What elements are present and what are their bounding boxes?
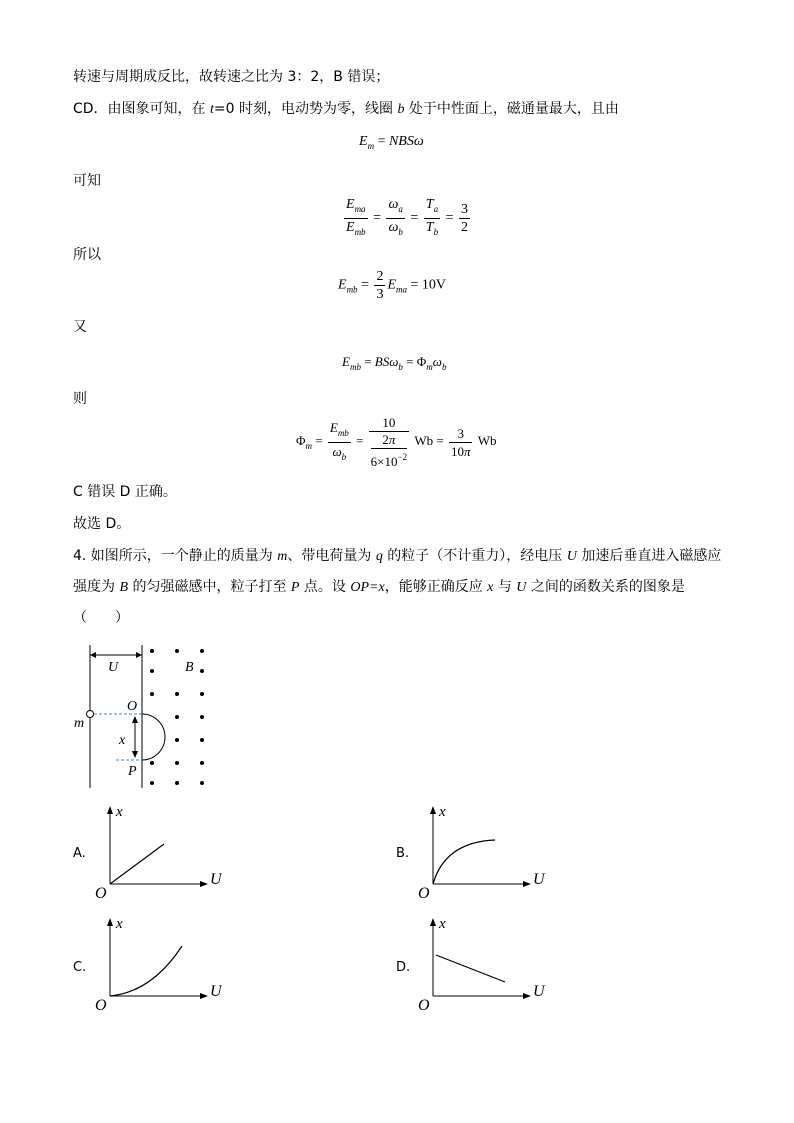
text-ze: 则 bbox=[73, 391, 87, 407]
graph-origin-label: O bbox=[418, 885, 430, 900]
graph-origin-label: O bbox=[95, 885, 107, 900]
question-4-paren: （ ） bbox=[73, 610, 129, 626]
graph-curve bbox=[110, 844, 164, 884]
particle-path bbox=[142, 714, 165, 760]
option-d-graph[interactable] bbox=[415, 912, 555, 1012]
graph-curve bbox=[436, 955, 505, 982]
text-choose: 故选 D。 bbox=[73, 516, 131, 532]
option-b-graph[interactable] bbox=[415, 800, 555, 900]
y-axis-arrow bbox=[430, 918, 436, 926]
graph-x-label: x bbox=[116, 804, 123, 820]
label-B: B bbox=[185, 660, 194, 675]
text-suoyi: 所以 bbox=[73, 247, 101, 263]
label-U: U bbox=[108, 660, 119, 675]
option-a-graph[interactable] bbox=[92, 800, 232, 900]
svg-text:m: m bbox=[74, 716, 85, 731]
text-cwrong: C 错误 D 正确。 bbox=[73, 484, 177, 500]
y-axis-arrow bbox=[430, 806, 436, 814]
text-you: 又 bbox=[73, 319, 87, 335]
x-axis-arrow bbox=[523, 881, 531, 887]
text-line-2: CD．由图象可知，在 t=0 时刻，电动势为零，线圈 b 处于中性面上，磁通量最大，且由 bbox=[73, 101, 619, 117]
graph-u-label: U bbox=[210, 983, 222, 1000]
text-line-1: 转速与周期成反比，故转速之比为 3：2，B 错误； bbox=[73, 69, 390, 85]
graph-origin-label: O bbox=[95, 997, 107, 1012]
particle bbox=[87, 711, 94, 718]
graph-curve bbox=[110, 946, 182, 996]
equation-phi: $\Phi_m$ = $\frac{E_{mb}}{\omega_b}$ = $\frac{10}{\frac{2\pi}{6\times 10^{-2}}}$ Wb = $\frac{3}{10\pi}$ Wb bbox=[296, 415, 497, 469]
x-axis-arrow bbox=[200, 993, 208, 999]
svg-text:x: x bbox=[119, 733, 126, 748]
x-axis-arrow bbox=[523, 993, 531, 999]
equation-flux: $E_{mb} = BS\omega_b = \Phi_m\omega_b$ bbox=[342, 354, 447, 372]
svg-text:P: P bbox=[128, 764, 137, 779]
equation-ratio: $\frac{E_{ma}}{E_{mb}}$ = $\frac{\omega_a}{\omega_b}$ = $\frac{T_a}{T_b}$ = $\frac{3}{2}$ bbox=[346, 197, 468, 237]
question-4-line-2: 强度为 B 的匀强磁感中，粒子打至 P 点。设 OP=x，能够正确反应 x 与 U 之间的函数关系的图象是 bbox=[73, 579, 685, 595]
option-c-letter[interactable]: C. bbox=[73, 960, 87, 975]
text-kezhi: 可知 bbox=[73, 173, 101, 189]
question-4-line-1: 4. 如图所示，一个静止的质量为 m、带电荷量为 q 的粒子（不计重力），经电压 U 加速后垂直进入磁感应 bbox=[73, 548, 722, 564]
magnetic-field-diagram bbox=[72, 643, 222, 793]
x-axis-arrow bbox=[200, 881, 208, 887]
graph-u-label: U bbox=[210, 871, 222, 888]
graph-x-label: x bbox=[439, 804, 446, 820]
graph-x-label: x bbox=[116, 916, 123, 932]
graph-curve bbox=[433, 840, 495, 884]
option-d-letter[interactable]: D. bbox=[396, 960, 411, 975]
equation-em: $E_m = NBS\omega$ bbox=[359, 134, 424, 151]
graph-u-label: U bbox=[533, 871, 545, 888]
graph-x-label: x bbox=[439, 916, 446, 932]
option-b-letter[interactable]: B. bbox=[396, 846, 410, 861]
option-a-letter[interactable]: A. bbox=[73, 846, 86, 861]
equation-emb: $E_{mb}$ = $\frac{2}{3}$ $E_{ma} = 10V$ bbox=[338, 269, 447, 302]
svg-text:O: O bbox=[127, 699, 138, 714]
graph-origin-label: O bbox=[418, 997, 430, 1012]
option-c-graph[interactable] bbox=[92, 912, 232, 1012]
graph-u-label: U bbox=[533, 983, 545, 1000]
field-dots bbox=[150, 649, 204, 785]
y-axis-arrow bbox=[107, 918, 113, 926]
y-axis-arrow bbox=[107, 806, 113, 814]
